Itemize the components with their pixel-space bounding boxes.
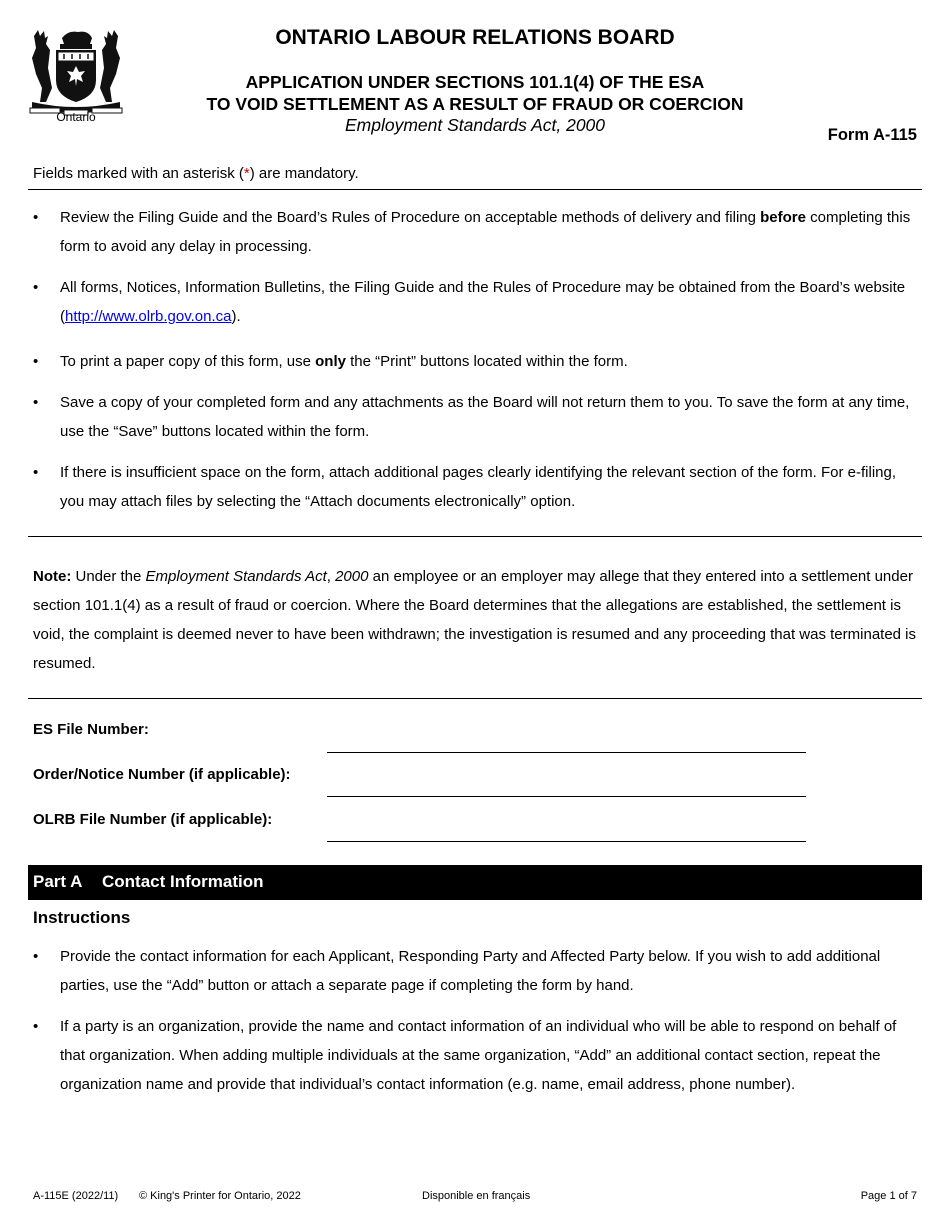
bullet-icon: • bbox=[33, 353, 39, 370]
list-item bbox=[33, 942, 918, 1000]
page-number: Page 1 of 7 bbox=[860, 1190, 917, 1202]
divider bbox=[28, 698, 922, 699]
olrb-file-number-label: OLRB File Number (if applicable): bbox=[33, 811, 273, 828]
divider bbox=[28, 536, 922, 537]
list-item bbox=[33, 388, 918, 446]
list-item bbox=[33, 203, 918, 261]
olrb-website-link[interactable]: http://www.olrb.gov.on.ca bbox=[65, 308, 232, 325]
list-item bbox=[33, 1012, 918, 1099]
order-notice-number-label: Order/Notice Number (if applicable): bbox=[33, 766, 291, 783]
act-name: Employment Standards Act, 2000 bbox=[344, 115, 606, 135]
bullet-text: completing this form to avoid any delay in processing. bbox=[60, 209, 911, 255]
list-item bbox=[33, 458, 918, 516]
note-paragraph bbox=[33, 562, 918, 678]
board-name: ONTARIO LABOUR RELATIONS BOARD bbox=[275, 26, 675, 49]
french-availability: Disponible en français bbox=[422, 1190, 531, 1202]
bullet-icon: • bbox=[33, 209, 39, 226]
asterisk-mark: * bbox=[243, 165, 250, 182]
note-text: , bbox=[326, 568, 336, 585]
note-year: 2000 bbox=[335, 568, 369, 585]
note-text: Under the bbox=[71, 568, 146, 585]
application-title bbox=[130, 71, 820, 115]
application-title-line1: APPLICATION UNDER SECTIONS 101.1(4) OF THE ESA bbox=[245, 72, 705, 92]
bullet-text: Save a copy of your completed form and any attachments as the Board will not return them to you. To save the form at any time, use the “Save” buttons located within the form. bbox=[60, 394, 910, 440]
bullet-bold: only bbox=[315, 353, 346, 370]
note-label: Note: bbox=[33, 568, 72, 585]
copyright: © King's Printer for Ontario, 2022 bbox=[139, 1190, 301, 1202]
olrb-file-number-input[interactable] bbox=[327, 819, 806, 842]
part-a-label: Part A bbox=[33, 872, 83, 891]
divider bbox=[28, 189, 922, 190]
bullet-text: the “Print” buttons located within the form. bbox=[345, 353, 628, 370]
es-file-number-label: ES File Number: bbox=[33, 721, 149, 738]
bullet-text: If a party is an organization, provide the name and contact information of an individual who will be able to respond on behalf of that organization. When adding multiple individuals at the same organization, “Add” an additional contact section, repeat the organization name and provide that individual’s contact information (e.g. name, email address, phone number). bbox=[60, 1018, 897, 1093]
bullet-text: If there is insufficient space on the form, attach additional pages clearly identifying the relevant section of the form. For e-filing, you may attach files by selecting the “Attach documents electronically” option. bbox=[60, 464, 897, 510]
logo-wordmark: Ontario bbox=[56, 110, 96, 124]
mandatory-notice-before: Fields marked with an asterisk ( bbox=[33, 165, 244, 182]
note-act: Employment Standards Act bbox=[145, 568, 327, 585]
bullet-icon: • bbox=[33, 279, 39, 296]
bullet-icon: • bbox=[33, 394, 39, 411]
bullet-bold: before bbox=[760, 209, 806, 226]
bullet-icon: • bbox=[33, 464, 39, 481]
bullet-text: Review the Filing Guide and the Board’s Rules of Procedure on acceptable methods of delivery and filing bbox=[60, 209, 761, 226]
mandatory-notice bbox=[33, 165, 359, 182]
form-number: Form A-115 bbox=[827, 126, 917, 144]
bullet-icon: • bbox=[33, 948, 39, 965]
list-item bbox=[33, 347, 918, 376]
application-title-line2: TO VOID SETTLEMENT AS A RESULT OF FRAUD OR COERCION bbox=[206, 94, 744, 114]
form-code: A-115E (2022/11) bbox=[33, 1190, 119, 1202]
es-file-number-input[interactable] bbox=[327, 730, 806, 753]
order-notice-number-input[interactable] bbox=[327, 774, 806, 797]
mandatory-notice-after: ) are mandatory. bbox=[249, 165, 359, 182]
list-item bbox=[33, 273, 918, 331]
bullet-icon: • bbox=[33, 1018, 39, 1035]
bullet-text: ). bbox=[231, 308, 241, 325]
note-text: an employee or an employer may allege that they entered into a settlement under section 101.1(4) as a result of fraud or coercion. Where the Board determines that the allegations are established, the settlement is void, the complaint is deemed never to have been withdrawn; the investigation is resumed and any proceeding that was terminated is resumed. bbox=[33, 568, 917, 672]
part-a-title: Contact Information bbox=[102, 872, 264, 891]
instructions-heading: Instructions bbox=[33, 908, 131, 927]
bullet-text: All forms, Notices, Information Bulletins, the Filing Guide and the Rules of Procedure may be obtained from the Board’s website ( bbox=[60, 279, 906, 325]
bullet-text: Provide the contact information for each Applicant, Responding Party and Affected Party below. If you wish to add additional parties, use the “Add” button or attach a separate page if completing the form by hand. bbox=[60, 948, 881, 994]
part-a-header bbox=[28, 865, 922, 900]
bullet-text: To print a paper copy of this form, use bbox=[60, 353, 316, 370]
